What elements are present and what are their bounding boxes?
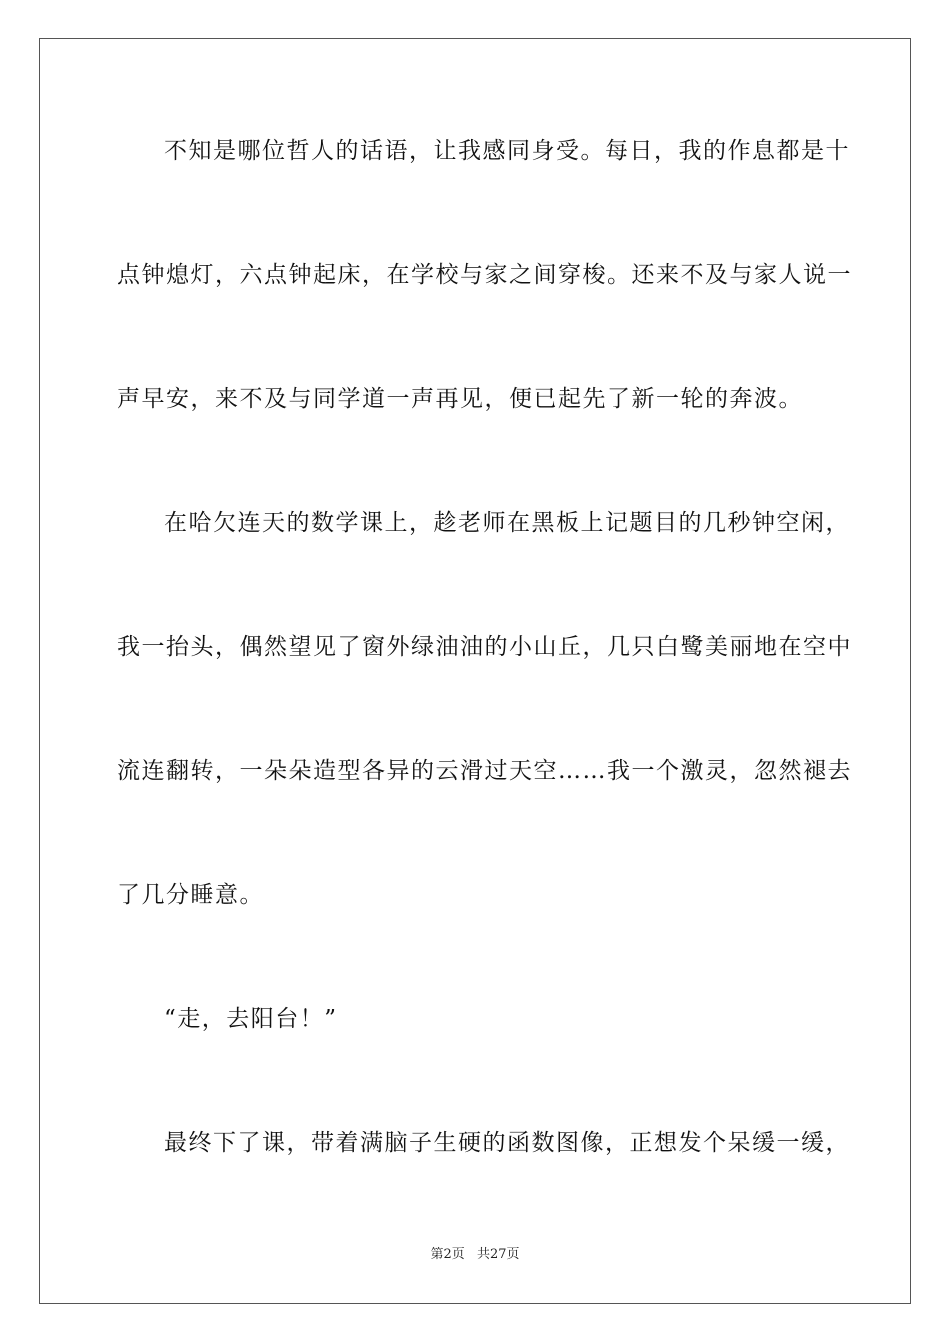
paragraph-1-line-2: 点钟熄灯，六点钟起床，在学校与家之间穿梭。还来不及与家人说一 [117, 262, 852, 288]
paragraph-3-line-1: “走，去阳台！” [164, 1006, 338, 1032]
page-footer [0, 1246, 950, 1264]
paragraph-2-line-2: 我一抬头，偶然望见了窗外绿油油的小山丘，几只白鹭美丽地在空中 [117, 634, 852, 660]
page-total: 共27页 [476, 1247, 520, 1262]
page-number: 第2页 [430, 1247, 465, 1262]
paragraph-1-line-1: 不知是哪位哲人的话语，让我感同身受。每日，我的作息都是十 [164, 138, 850, 164]
paragraph-1-line-3: 声早安，来不及与同学道一声再见，便已起先了新一轮的奔波。 [117, 386, 803, 412]
paragraph-2-line-1: 在哈欠连天的数学课上，趁老师在黑板上记题目的几秒钟空闲， [164, 510, 850, 536]
paragraph-2-line-4: 了几分睡意。 [117, 882, 264, 908]
paragraph-2-line-3: 流连翻转，一朵朵造型各异的云滑过天空……我一个激灵，忽然褪去 [117, 758, 852, 784]
page-frame [39, 38, 911, 1304]
paragraph-4-line-1: 最终下了课，带着满脑子生硬的函数图像，正想发个呆缓一缓， [164, 1130, 850, 1156]
